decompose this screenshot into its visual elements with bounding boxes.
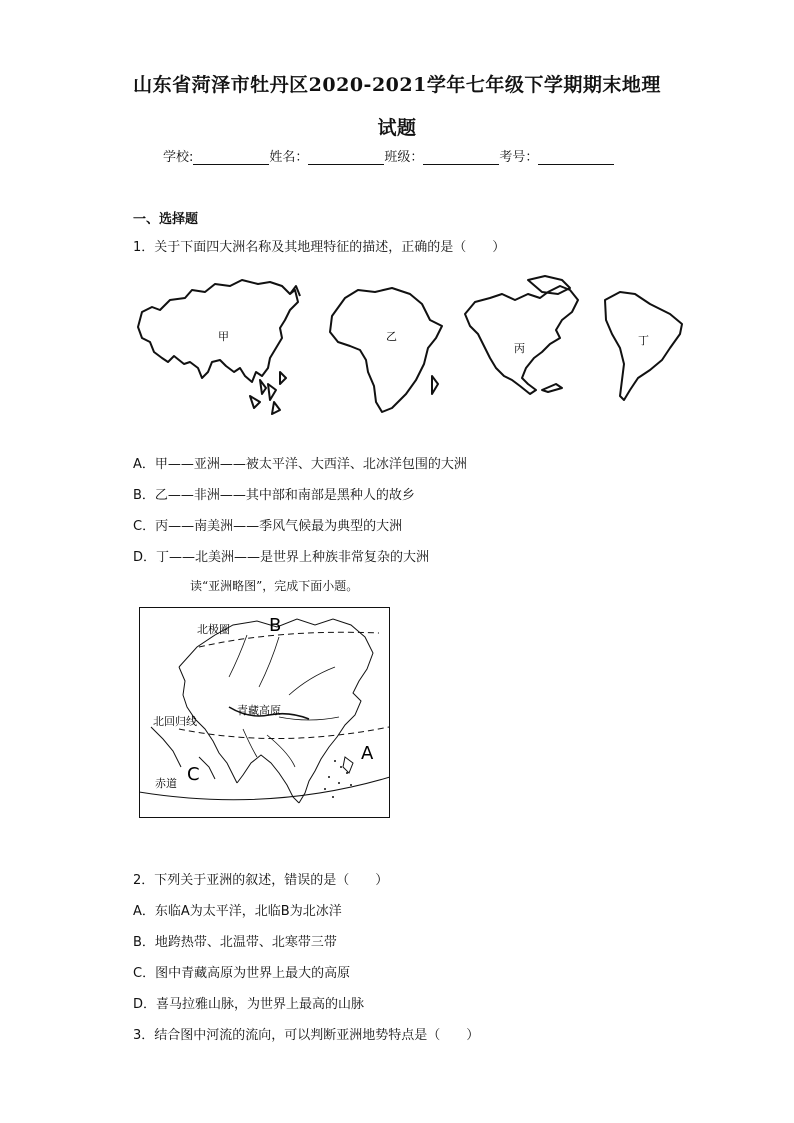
q1-option-a[interactable]: A．甲——亚洲——被太平洋、大西洋、北冰洋包围的大洲: [133, 457, 467, 472]
q1-option-c[interactable]: C．丙——南美洲——季风气候最为典型的大洲: [133, 519, 403, 534]
id-field[interactable]: [538, 151, 614, 165]
continent-label-jia: 甲: [218, 330, 229, 343]
map-label-b: B: [269, 615, 282, 636]
section-heading: 一、选择题: [133, 212, 199, 227]
map-label-equator: 赤道: [155, 777, 177, 790]
name-field[interactable]: [308, 151, 384, 165]
q2-option-c[interactable]: C．图中青藏高原为世界上最大的高原: [133, 966, 351, 981]
name-label: 姓名：: [269, 150, 309, 165]
page-title-line2: 试题: [377, 117, 417, 139]
map-label-c: C: [187, 764, 200, 785]
q1-option-d[interactable]: D．丁——北美洲——是世界上种族非常复杂的大洲: [133, 550, 430, 565]
school-label: 学校:: [163, 150, 194, 165]
q2-option-a[interactable]: A．东临A为太平洋，北临B为北冰洋: [133, 904, 342, 919]
student-info-line: [163, 146, 614, 165]
q2-option-b[interactable]: B．地跨热带、北温带、北寒带三带: [133, 935, 337, 950]
question-2: 2．下列关于亚洲的叙述，错误的是（ ）: [133, 873, 389, 888]
continent-label-bing: 丙: [514, 342, 525, 355]
continent-label-ding: 丁: [638, 334, 649, 347]
map-label-tropic: 北回归线: [153, 715, 197, 728]
question-1: 1．关于下面四大洲名称及其地理特征的描述，正确的是（ ）: [133, 240, 506, 255]
asia-map: [139, 607, 390, 818]
school-field[interactable]: [193, 151, 269, 165]
continents-figure: [130, 272, 690, 432]
map-label-arctic-circle: 北极圈: [197, 623, 230, 636]
id-label: 考号：: [499, 150, 539, 165]
map-label-a: A: [361, 743, 374, 764]
map-label-tibet: 青藏高原: [237, 704, 281, 717]
map-caption: 读“亚洲略图”，完成下面小题。: [190, 579, 359, 593]
q1-option-b[interactable]: B．乙——非洲——其中部和南部是黑种人的故乡: [133, 488, 415, 503]
africa-outline: [330, 288, 442, 412]
class-field[interactable]: [423, 151, 499, 165]
question-3: 3．结合图中河流的流向，可以判断亚洲地势特点是（ ）: [133, 1028, 480, 1043]
page-title: 山东省菏泽市牡丹区2020-2021学年七年级下学期期末地理: [133, 74, 661, 96]
continent-label-yi: 乙: [386, 330, 397, 343]
north-america-outline: [465, 286, 578, 394]
class-label: 班级：: [384, 150, 424, 165]
q2-option-d[interactable]: D．喜马拉雅山脉，为世界上最高的山脉: [133, 997, 365, 1012]
